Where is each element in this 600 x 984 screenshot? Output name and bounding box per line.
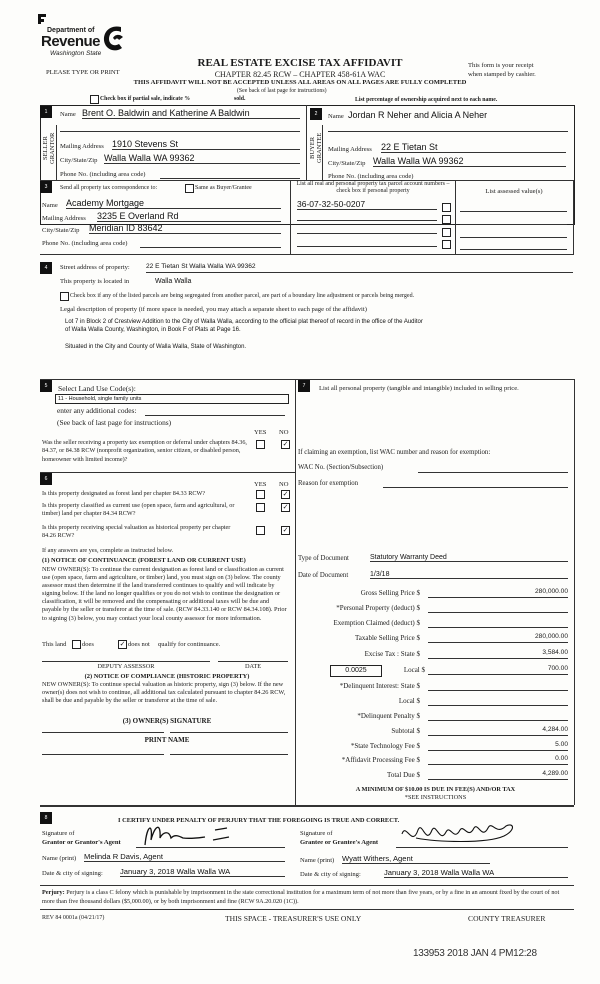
date-city-label: Date & city of signing: xyxy=(42,870,103,877)
amount-field[interactable] xyxy=(428,696,568,706)
dor-swoosh-icon xyxy=(101,24,125,52)
notice1-body: NEW OWNER(S): To continue the current designation as forest land or classification as current use (open space, farm and agriculture, or timber) land, you must sign on (3) below. The county assessor must then determine if the land transferred continues to qualify and will indicate by signing below. If the land no longer qualifies or you do not wish to continue the designation or classification, it will be removed and the compensating or additional taxes will be due and payable by the seller or transferor at the time of sale. (RCW 84.33.140 or RCW 84.34.108). Prior to signing (3) below, you may contact your local county assessor for more information. xyxy=(42,566,287,622)
owner-signature-heading: (3) OWNER(S) SIGNATURE xyxy=(122,717,212,725)
doc-date-field[interactable]: 1/3/18 xyxy=(370,571,568,579)
see-instructions: *SEE INSTRUCTIONS xyxy=(404,794,467,801)
deputy-assessor-label: DEPUTY ASSESSOR xyxy=(97,663,155,670)
section-number: 6 xyxy=(40,473,52,485)
address-label: Mailing Address xyxy=(328,146,372,153)
amount-field[interactable] xyxy=(428,711,568,721)
grantor-signature-label-2: Grantor or Grantor's Agent xyxy=(42,839,121,846)
doc-date-label: Date of Document xyxy=(298,572,349,579)
city-label: City/State/Zip xyxy=(42,227,80,234)
section-number: 3 xyxy=(40,181,52,193)
correspondence-address-field[interactable]: 3235 E Overland Rd xyxy=(97,211,281,222)
segregated-checkbox[interactable] xyxy=(60,292,69,301)
seller-phone-field[interactable] xyxy=(160,171,300,179)
land-use-label: Select Land Use Code(s): xyxy=(58,384,136,393)
no-checkbox-checked[interactable]: ✓ xyxy=(282,490,289,498)
city-label: City/State/Zip xyxy=(328,160,366,167)
name-print-label: Name (print) xyxy=(300,857,335,864)
address-label: Mailing Address xyxy=(42,215,86,222)
yes-checkbox[interactable] xyxy=(256,490,265,499)
land-use-select[interactable]: 11 - Household, single family units xyxy=(55,394,289,404)
amount-field[interactable] xyxy=(428,603,568,613)
buyer-name-field[interactable]: Jordan R Neher and Alicia A Neher xyxy=(348,110,488,120)
amount-label: *Delinquent Penalty $ xyxy=(357,712,420,720)
local-rate-field[interactable]: 0.0025 xyxy=(330,665,382,677)
warning: THIS AFFIDAVIT WILL NOT BE ACCEPTED UNLESS ALL AREAS ON ALL PAGES ARE FULLY COMPLETED xyxy=(133,79,467,86)
partial-sale-label: Check box if partial sale, indicate % xyxy=(100,96,191,102)
grantee-signature-label: Signature of xyxy=(300,830,333,837)
amount-label: Exemption Claimed (deduct) $ xyxy=(333,619,420,627)
print-name-label: PRINT NAME xyxy=(144,736,190,744)
name-label: Name xyxy=(60,111,76,118)
yes-header: YES xyxy=(254,481,267,488)
certify-statement: I CERTIFY UNDER PENALTY OF PERJURY THAT THE FOREGOING IS TRUE AND CORRECT. xyxy=(118,817,400,824)
amount-label: Total Due $ xyxy=(387,771,420,779)
amount-label: *State Technology Fee $ xyxy=(350,742,420,750)
yes-header: YES xyxy=(254,429,267,436)
phone-label: Phone No. (including area code) xyxy=(42,240,128,247)
no-header: NO xyxy=(279,429,289,436)
correspondence-name-field[interactable]: Academy Mortgage xyxy=(66,198,281,209)
grantee-signature[interactable] xyxy=(396,818,526,850)
assessed-header: List assessed value(s) xyxy=(485,188,543,195)
section-number: 8 xyxy=(40,812,52,824)
personal-property-checkbox[interactable] xyxy=(442,215,451,224)
mark-icon xyxy=(38,14,50,24)
perjury-notice xyxy=(42,889,572,906)
logo-line3: Washington State xyxy=(50,50,102,57)
notice2-body: NEW OWNER(S): To continue special valuation as historic property, sign (3) below. If the new owner(s) does not wish to continue, all additional tax calculated pursuant to chapter 84.26 RCW, shall be due and payable by the seller or transferor at the time of sale. xyxy=(42,681,286,704)
city-label: City/State/Zip xyxy=(60,157,98,164)
date-label: DATE xyxy=(244,663,262,670)
grantor-signature[interactable] xyxy=(135,820,255,850)
legal-description-line: Lot 7 in Block 2 of Crestview Addition to the City of Walla Walla, according to the official plat thereof of record in the office of the Auditor xyxy=(65,319,423,325)
located-label: This property is located in xyxy=(60,278,130,285)
send-label: Send all property tax correspondence to: xyxy=(60,185,158,191)
name-label: Name xyxy=(328,113,344,120)
treasurer-only-label: THIS SPACE - TREASURER'S USE ONLY xyxy=(225,914,362,923)
same-as-buyer-checkbox[interactable] xyxy=(185,184,194,193)
amount-field[interactable]: 280,000.00 xyxy=(428,633,568,643)
recording-stamp: 133953 2018 JAN 4 PM12:28 xyxy=(413,948,537,959)
grantee-signature-label-2: Grantee or Grantee's Agent xyxy=(300,839,379,846)
section-number: 7 xyxy=(298,380,310,392)
section-number: 5 xyxy=(40,380,52,392)
amount-field[interactable] xyxy=(428,681,568,691)
no-checkbox-checked[interactable]: ✓ xyxy=(282,526,289,534)
legal-description-line: of Walla Walla County, Washington, in Book F of Plats at Page 16. xyxy=(65,327,241,333)
amount-label: *Delinquent Interest: State $ xyxy=(339,682,420,690)
segregated-label: Check box if any of the listed parcels are being segregated from another parcel, are part of a boundary line adjustment or parcels being merged. xyxy=(70,293,415,299)
parcel-header: List all real and personal property tax parcel account numbers – check box if personal property xyxy=(296,181,450,194)
receipt-note-1: This form is your receipt xyxy=(468,62,534,69)
amount-field[interactable]: 4,284.00 xyxy=(428,726,568,736)
logo-line2: Revenue xyxy=(41,33,101,50)
name-print-label: Name (print) xyxy=(42,855,77,862)
qualify-label: qualify for continuance. xyxy=(158,641,221,648)
amount-field[interactable]: 5.00 xyxy=(428,741,568,751)
does-not-checkbox-checked[interactable]: ✓ xyxy=(119,640,126,648)
additional-codes-label: enter any additional codes: xyxy=(57,406,137,415)
current-use-question: Is this property classified as current use (open space, farm and agricultural, or timber) land per chapter 84.34 RCW? xyxy=(42,502,235,517)
parcel-number-field[interactable]: 36-07-32-50-0207 xyxy=(297,199,437,210)
reason-label: Reason for exemption xyxy=(298,480,359,487)
buyer-label: BUYER GRANTEE xyxy=(309,132,323,164)
grantor-signature-label: Signature of xyxy=(42,830,75,837)
seller-city-field[interactable]: Walla Walla WA 99362 xyxy=(104,153,300,164)
amount-field[interactable]: 700.00 xyxy=(428,665,568,675)
notice2-title: (2) NOTICE OF COMPLIANCE (HISTORIC PROPERTY) xyxy=(84,673,250,680)
amount-label: Taxable Selling Price $ xyxy=(354,634,420,642)
section-number: 2 xyxy=(310,108,322,120)
grantee-name-field[interactable]: Wyatt Withers, Agent xyxy=(342,854,490,864)
if-yes-note: If any answers are yes, complete as instructed below. xyxy=(42,547,174,554)
personal-property-label: List all personal property (tangible and intangible) included in selling price. xyxy=(319,385,519,392)
correspondence-city-field[interactable]: Meridian ID 83642 xyxy=(89,223,281,234)
phone-label: Phone No. (including area code) xyxy=(60,171,146,178)
amount-field[interactable]: 280,000.00 xyxy=(428,588,568,598)
perjury-label: Perjury: xyxy=(42,889,65,896)
please-print: PLEASE TYPE OR PRINT xyxy=(46,69,120,76)
grantee-date-city-field[interactable]: January 3, 2018 Walla Walla WA xyxy=(384,868,568,878)
amount-field[interactable] xyxy=(428,618,568,628)
amount-field[interactable]: 0.00 xyxy=(428,755,568,765)
address-label: Mailing Address xyxy=(60,143,104,150)
date-city-label: Date & city of signing: xyxy=(300,871,361,878)
buyer-address-field[interactable]: 22 E Tietan St xyxy=(381,142,566,153)
chapter-ref: CHAPTER 82.45 RCW – CHAPTER 458-61A WAC xyxy=(214,70,386,79)
historical-question: Is this property receiving special valuation as historical property per chapter 84.26 RCW? xyxy=(42,524,231,539)
does-checkbox[interactable] xyxy=(72,640,81,649)
forest-land-question: Is this property designated as forest land per chapter 84.33 RCW? xyxy=(42,490,206,497)
county-treasurer-label: COUNTY TREASURER xyxy=(468,914,546,923)
sold-label: sold. xyxy=(234,96,246,102)
partial-sale-checkbox[interactable] xyxy=(90,95,99,104)
receipt-note-2: when stamped by cashier. xyxy=(468,71,536,78)
amount-label: *Personal Property (deduct) $ xyxy=(336,604,420,612)
grantor-name-field[interactable]: Melinda R Davis, Agent xyxy=(84,852,285,862)
does-not-label: does not xyxy=(128,641,150,648)
perjury-text: Perjury is a class C felony which is punishable by imprisonment in the state correctional institution for a maximum term of not more than five years, or by a fine in an amount fixed by the court of not more than five thousand dollars ($5,000.00), or by both imprisonment and fine (RCW 9A.20.020 (1C)). xyxy=(42,889,560,905)
amount-label: *Affidavit Processing Fee $ xyxy=(341,756,420,764)
wac-label: WAC No. (Section/Subsection) xyxy=(298,464,384,471)
see-back: (See back of last page for instructions) xyxy=(237,88,327,94)
section-number: 1 xyxy=(40,106,52,118)
legal-description-line: Situated in the City and County of Walla Walla, State of Washington. xyxy=(65,344,247,350)
amount-label: Subtotal $ xyxy=(391,727,420,735)
logo-line1: Department of xyxy=(47,27,95,34)
ownership-note: List percentage of ownership acquired next to each name. xyxy=(355,97,498,103)
same-as-buyer-label: Same as Buyer/Grantee xyxy=(195,185,252,191)
does-label: does xyxy=(82,641,94,648)
notice1-title: (1) NOTICE OF CONTINUANCE (FOREST LAND OR CURRENT USE) xyxy=(42,557,246,564)
exemption-label: If claiming an exemption, list WAC number and reason for exemption: xyxy=(298,449,491,456)
seller-address-field[interactable]: 1910 Stevens St xyxy=(112,139,300,150)
doc-type-field[interactable]: Statutory Warranty Deed xyxy=(370,554,568,562)
amount-field[interactable]: 4,289.00 xyxy=(428,770,568,780)
exemption-question: Was the seller receiving a property tax exemption or deferral under chapters 84.36, 84.37, or 84.38 RCW (nonprofit organization, senior citizen, or disabled person, homeowner with limited income)? xyxy=(42,439,247,463)
amount-label: Excise Tax : State $ xyxy=(364,650,420,658)
seller-name-field[interactable]: Brent O. Baldwin and Katherine A Baldwin xyxy=(82,108,300,119)
form-number: REV 84 0001a (04/21/17) xyxy=(42,915,105,921)
see-back-note: (See back of last page for instructions) xyxy=(57,418,172,427)
name-label: Name xyxy=(42,202,58,209)
phone-label: Phone No. (including area code) xyxy=(328,173,414,180)
no-checkbox-checked[interactable]: ✓ xyxy=(282,440,289,448)
yes-checkbox[interactable] xyxy=(256,526,265,535)
amount-field[interactable]: 3,584.00 xyxy=(428,649,568,659)
no-checkbox-checked[interactable]: ✓ xyxy=(282,503,289,511)
located-field[interactable]: Walla Walla xyxy=(155,278,192,285)
amount-label: Local $ xyxy=(403,666,425,674)
doc-type-label: Type of Document xyxy=(298,555,349,562)
amount-label: Gross Selling Price $ xyxy=(360,589,420,597)
street-address-field[interactable]: 22 E Tietan St Walla Walla WA 99362 xyxy=(146,263,256,270)
seller-label: SELLER GRANTOR xyxy=(42,132,56,164)
correspondence-phone-field[interactable] xyxy=(140,240,281,248)
form-title: REAL ESTATE EXCISE TAX AFFIDAVIT xyxy=(197,57,403,69)
buyer-phone-field[interactable] xyxy=(428,173,566,181)
yes-checkbox[interactable] xyxy=(256,440,265,449)
street-label: Street address of property: xyxy=(60,264,130,271)
this-land-label: This land xyxy=(42,641,67,648)
section-number: 4 xyxy=(40,262,52,274)
yes-checkbox[interactable] xyxy=(256,503,265,512)
buyer-city-field[interactable]: Walla Walla WA 99362 xyxy=(373,156,566,167)
amount-label: Local $ xyxy=(398,697,420,705)
grantor-date-city-field[interactable]: January 3, 2018 Walla Walla WA xyxy=(120,867,285,877)
personal-property-checkbox[interactable] xyxy=(442,228,451,237)
minimum-note: A MINIMUM OF $10.00 IS DUE IN FEE(S) AND/OR TAX xyxy=(355,786,516,793)
personal-property-checkbox[interactable] xyxy=(442,203,451,212)
legal-label: Legal description of property (if more space is needed, you may attach a separate sheet to each page of the affidavit) xyxy=(60,306,367,313)
no-header: NO xyxy=(279,481,289,488)
personal-property-checkbox[interactable] xyxy=(442,240,451,249)
